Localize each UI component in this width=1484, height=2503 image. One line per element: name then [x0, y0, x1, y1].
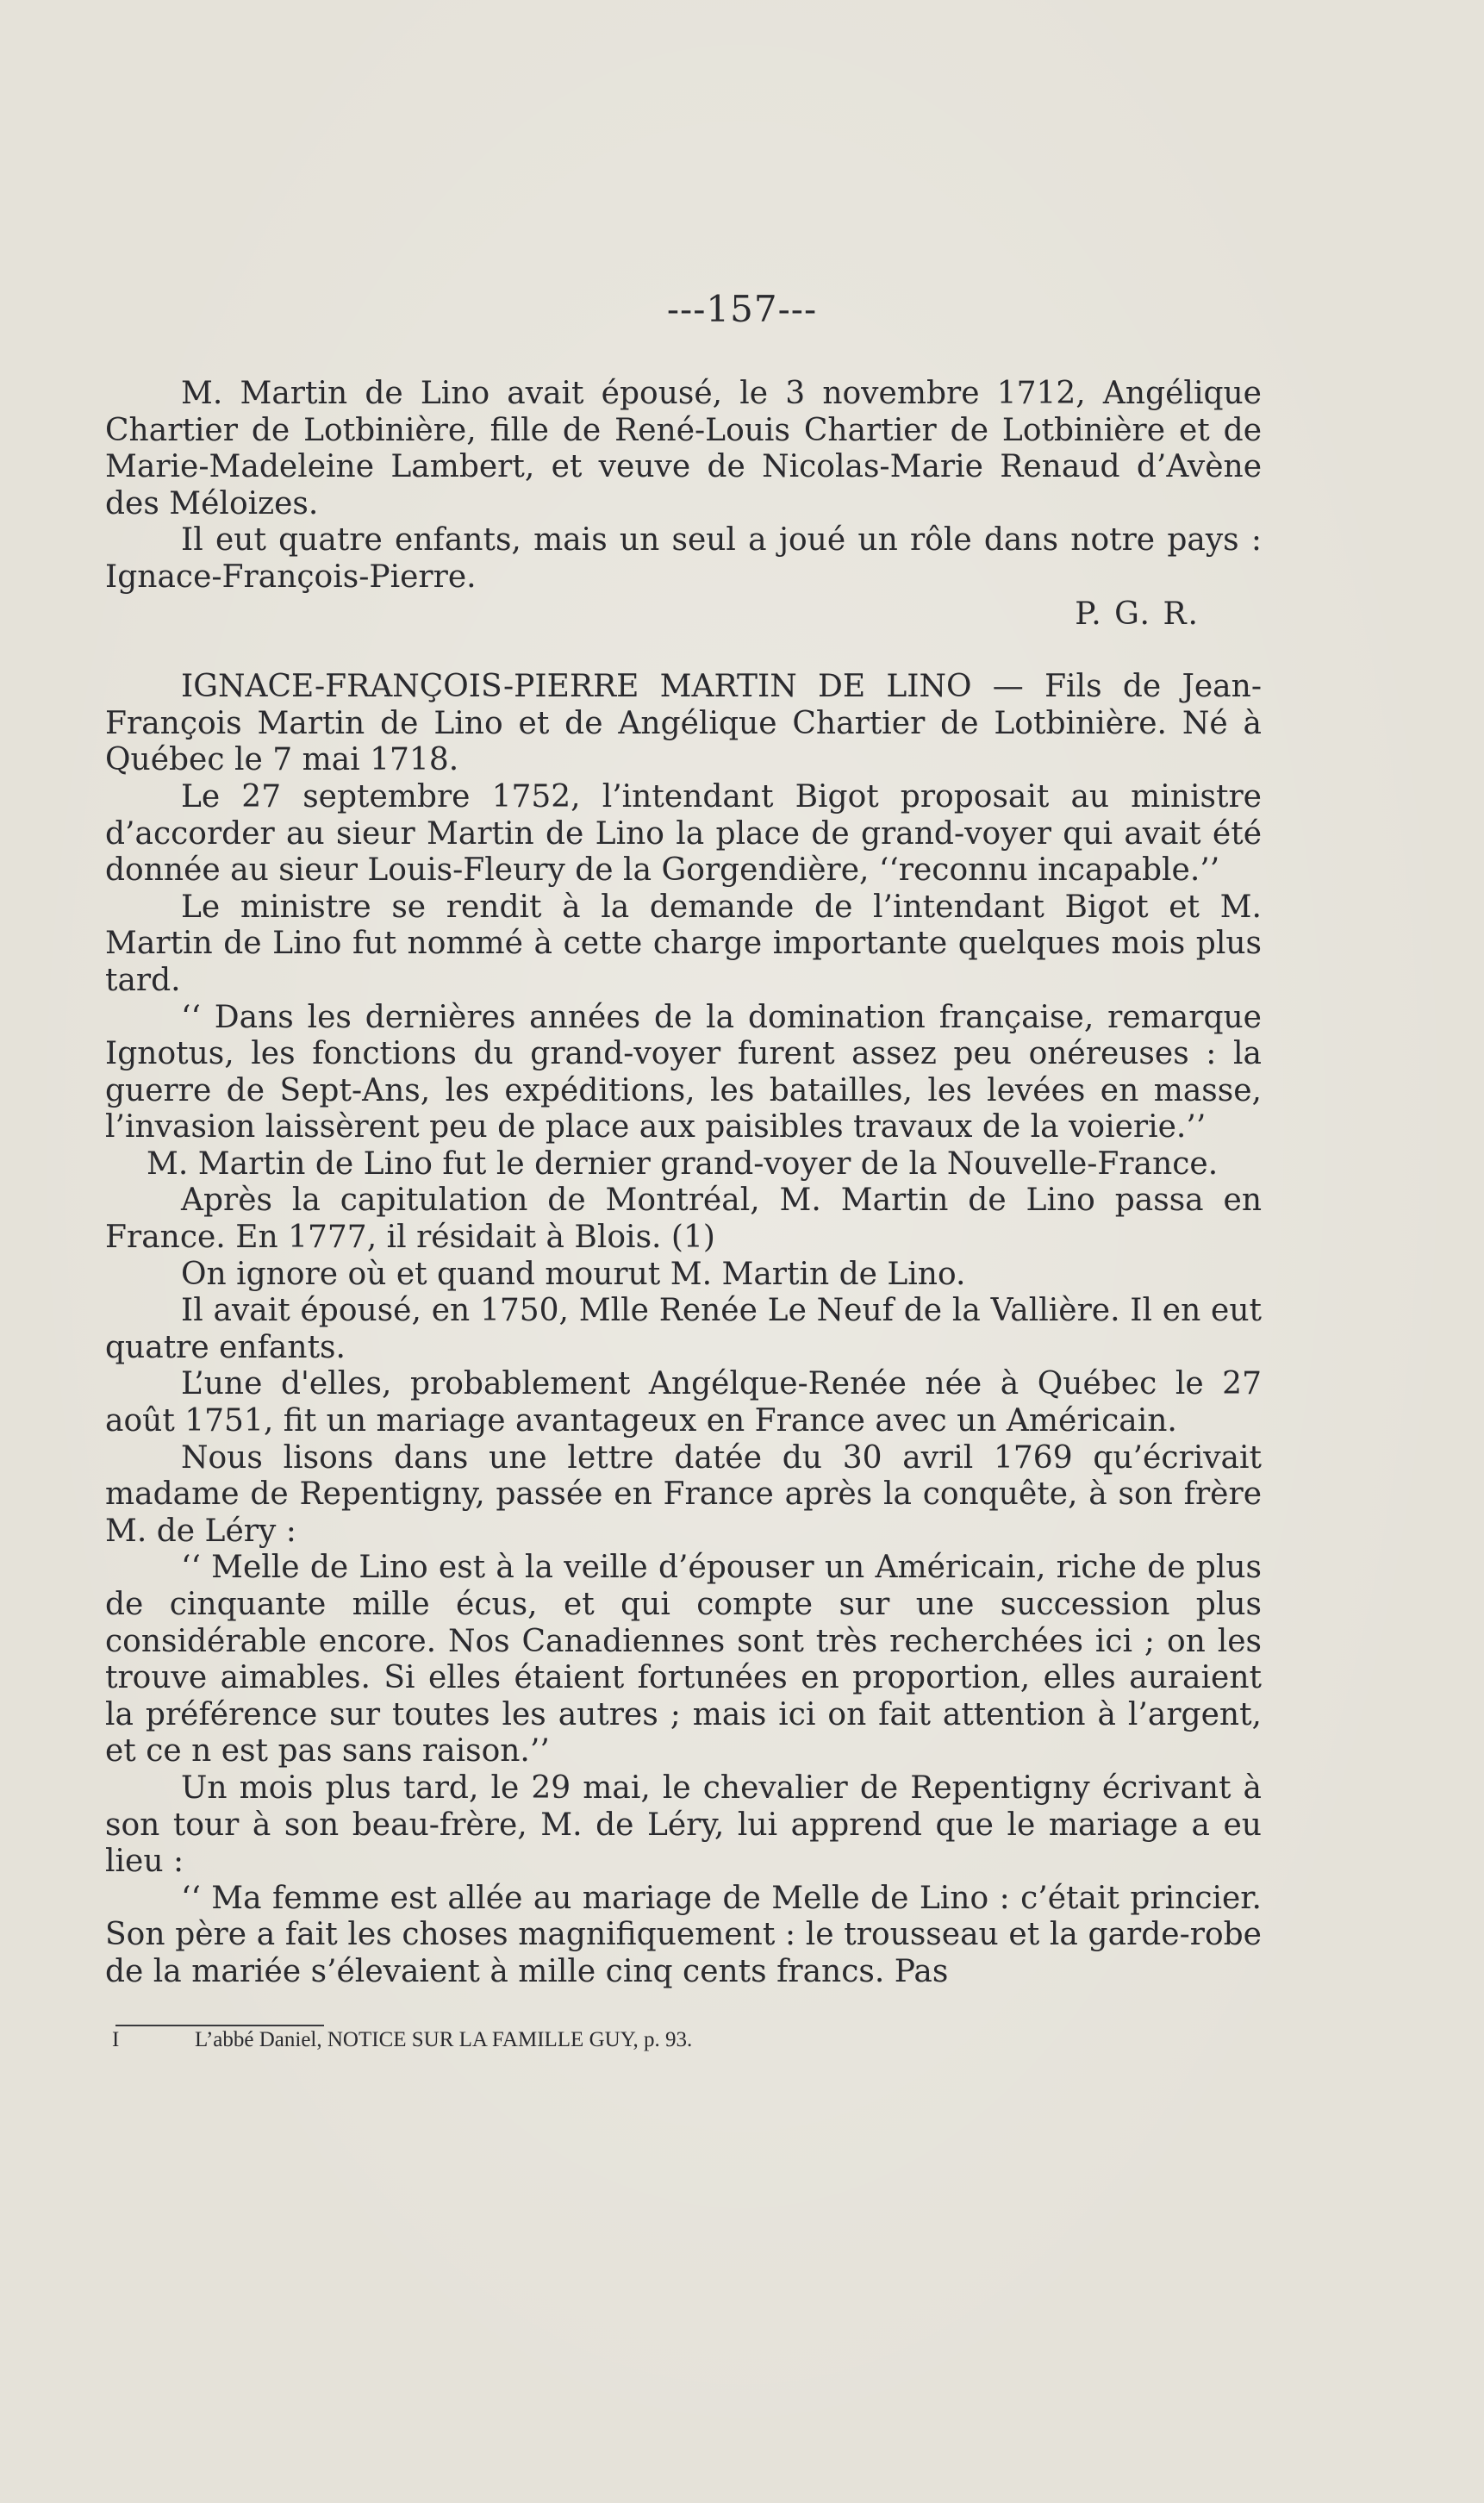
paragraph-entry-heading: IGNACE-FRANÇOIS-PIERRE MARTIN DE LINO — Fils de Jean-François Martin de Lino et de Angélique Chartier de Lotbinière. Né à Québec le 7 mai 1718. [105, 669, 1262, 778]
author-initials: P. G. R. [1075, 596, 1200, 632]
paragraph-wife: Il avait épousé, en 1750, Mlle Renée Le Neuf de la Vallière. Il en eut quatre enfants. [105, 1293, 1262, 1365]
paragraph-month-later: Un mois plus tard, le 29 mai, le chevalier de Repentigny écrivant à son tour à son beau-frère, M. de Léry, lui apprend que le mariage a eu lieu : [105, 1770, 1262, 1880]
footnote-text: L’abbé Daniel, NOTICE SUR LA FAMILLE GUY, p. 93. [195, 2028, 693, 2051]
paragraph-daughter: L’une d'elles, probablement Angélque-Renée née à Québec le 27 août 1751, fit un mariage avantageux en France avec un Américain. [105, 1366, 1262, 1439]
paragraph-letter-intro: Nous lisons dans une lettre datée du 30 avril 1769 qu’écrivait madame de Repentigny, passée en France après la conquête, à son frère M. de Léry : [105, 1439, 1262, 1549]
page-number: ---157--- [666, 288, 818, 330]
footnote-divider [115, 2025, 324, 2026]
paragraph-children: Il eut quatre enfants, mais un seul a joué un rôle dans notre pays : Ignace-François-Pierre. [105, 522, 1262, 595]
body-text [105, 376, 1262, 1991]
paragraph-wedding-quote: ‘‘ Ma femme est allée au mariage de Melle de Lino : c’était princier. Son père a fait les choses magnifiquement : le trousseau et la garde-robe de la mariée s’élevaient à mille cinq cents francs. Pas [105, 1880, 1262, 1989]
paragraph-ignotus-quote: ‘‘ Dans les dernières années de la domination française, remarque Ignotus, les fonctions du grand-voyer furent assez peu onéreuses : la guerre de Sept-Ans, les expéditions, les batailles, les levées en masse, l’invasion laissèrent peu de place aux paisibles travaux de la voierie.’’ [105, 999, 1262, 1145]
paragraph-letter-quote: ‘‘ Melle de Lino est à la veille d’épouser un Américain, riche de plus de cinquante mille écus, et qui compte sur une succession plus considérable encore. Nos Canadiennes sont très recherchées ici ; on les trouve aimables. Si elles étaient fortunées en proportion, elles auraient la préférence sur toutes les autres ; mais ici on fait attention à l’argent, et ce n est pas sans raison.’’ [105, 1550, 1262, 1770]
paragraph-capitulation: Après la capitulation de Montréal, M. Martin de Lino passa en France. En 1777, il résidait à Blois. (1) [105, 1183, 1262, 1256]
paragraph-bigot-proposal: Le 27 septembre 1752, l’intendant Bigot proposait au ministre d’accorder au sieur Martin de Lino la place de grand-voyer qui avait été donnée au sieur Louis-Fleury de la Gorgendière, ‘‘reconnu incapable.’’ [105, 778, 1262, 889]
paragraph-death-unknown: On ignore où et quand mourut M. Martin de Lino. [181, 1256, 966, 1292]
footnote-number: I [112, 2028, 120, 2051]
paragraph-last-grand-voyer: M. Martin de Lino fut le dernier grand-voyer de la Nouvelle-France. [147, 1145, 1219, 1182]
paragraph-marriage: M. Martin de Lino avait épousé, le 3 novembre 1712, Angélique Chartier de Lotbinière, fille de René-Louis Chartier de Lotbinière et de Marie-Madeleine Lambert, et veuve de Nicolas-Marie Renaud d’Avène des Méloizes. [105, 376, 1262, 521]
footnote [112, 2027, 693, 2053]
paragraph-appointment: Le ministre se rendit à la demande de l’intendant Bigot et M. Martin de Lino fut nommé à cette charge importante quelques mois plus tard. [105, 889, 1262, 998]
